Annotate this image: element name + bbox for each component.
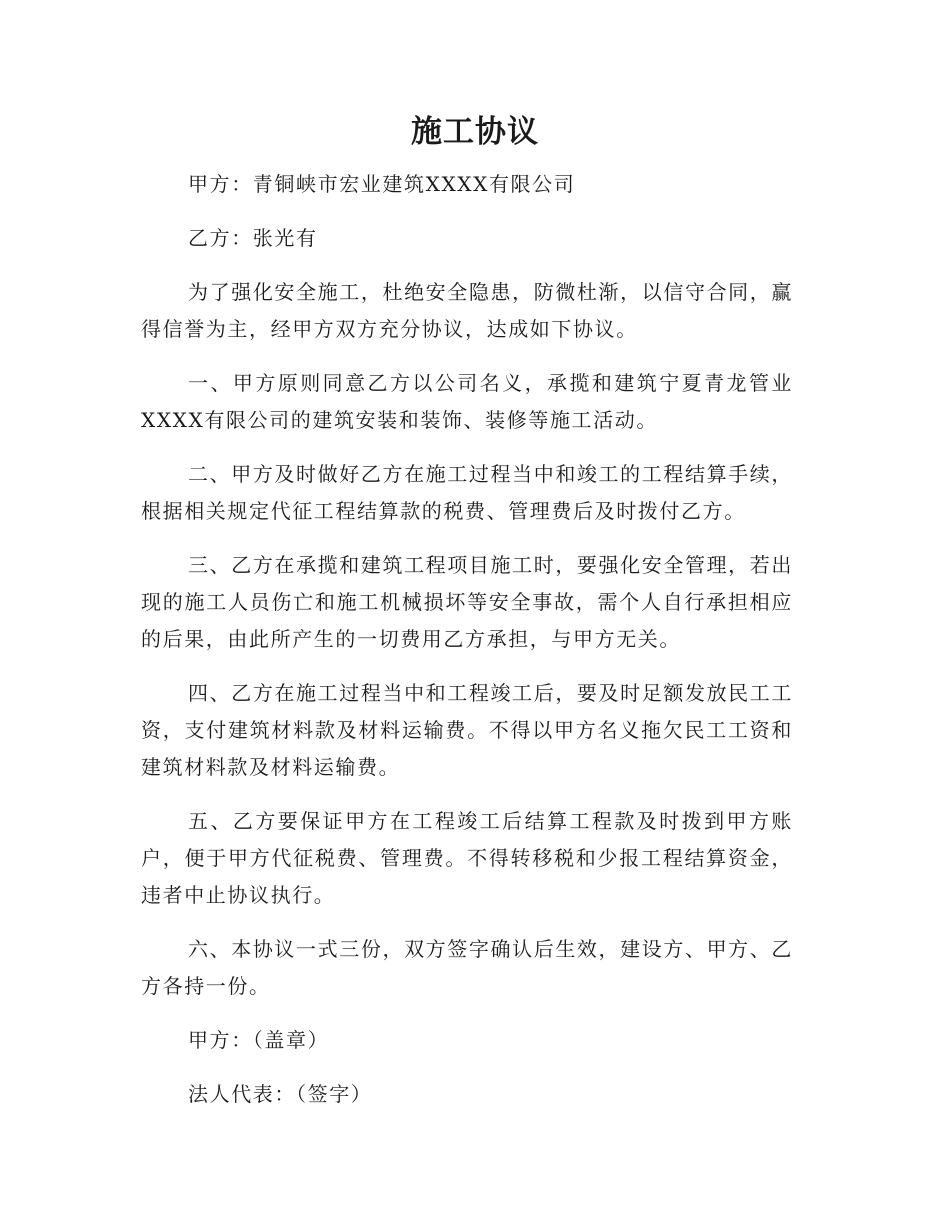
document-body xyxy=(141,166,793,1130)
sign-legal-rep-line: 法人代表：（签字） xyxy=(188,1082,373,1106)
clause-3: 三、乙方在承揽和建筑工程项目施工时，要强化安全管理，若出现的施工人员伤亡和施工机械损坏等安全事故，需个人自行承担相应的后果，由此所产生的一切费用乙方承担，与甲方无关。 xyxy=(141,553,793,651)
clause-2: 二、甲方及时做好乙方在施工过程当中和竣工的工程结算手续，根据相关规定代征工程结算款的税费、管理费后及时拨付乙方。 xyxy=(141,462,793,523)
clause-4: 四、乙方在施工过程当中和工程竣工后，要及时足额发放民工工资，支付建筑材料款及材料运输费。不得以甲方名义拖欠民工工资和建筑材料款及材料运输费。 xyxy=(141,681,793,779)
party-b-line: 乙方：张光有 xyxy=(188,226,318,250)
clause-6: 六、本协议一式三份，双方签字确认后生效，建设方、甲方、乙方各持一份。 xyxy=(141,937,793,998)
clause-5: 五、乙方要保证甲方在工程竣工后结算工程款及时拨到甲方账户，便于甲方代征税费、管理费。不得转移税和少报工程结算资金，违者中止协议执行。 xyxy=(141,809,793,907)
party-a-line: 甲方：青铜峡市宏业建筑XXXX有限公司 xyxy=(188,172,576,196)
document-title: 施工协议 xyxy=(411,114,539,150)
sign-party-a-line: 甲方：（盖章） xyxy=(188,1028,330,1052)
clause-1: 一、甲方原则同意乙方以公司名义，承揽和建筑宁夏青龙管业XXXX有限公司的建筑安装和装饰、装修等施工活动。 xyxy=(141,371,793,432)
intro-paragraph: 为了强化安全施工，杜绝安全隐患，防微杜渐，以信守合同，赢得信誉为主，经甲方双方充分协议，达成如下协议。 xyxy=(141,280,793,341)
